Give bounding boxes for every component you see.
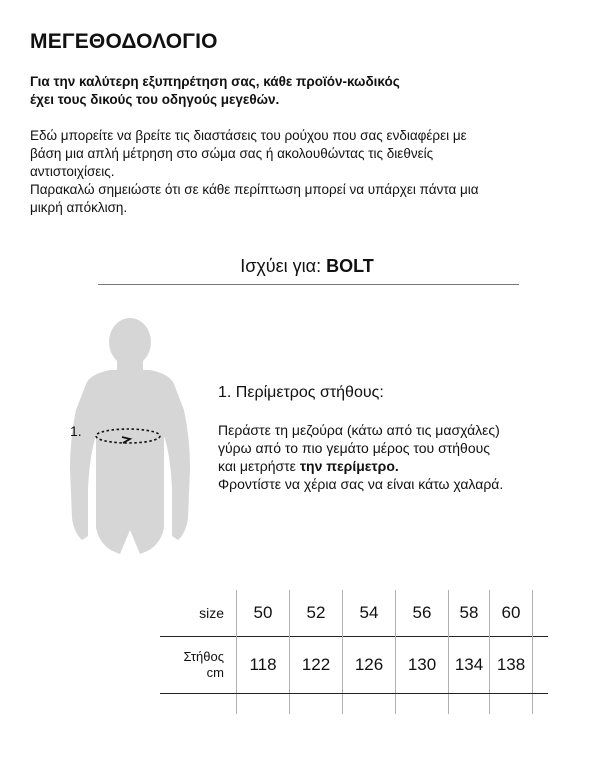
- empty-cell: [290, 694, 343, 715]
- chest-cell: 118: [237, 637, 290, 694]
- table-padding: [533, 694, 549, 715]
- measurement-instructions: [218, 421, 568, 493]
- chest-cell: 130: [396, 637, 449, 694]
- size-cell: 60: [490, 590, 533, 637]
- lead-line: έχει τους δικούς του οδηγούς μεγεθών.: [30, 92, 280, 107]
- instruction-emphasis: την περίμετρο.: [299, 458, 399, 474]
- spacer-row: [160, 694, 548, 715]
- empty-cell: [396, 694, 449, 715]
- size-cell: 52: [290, 590, 343, 637]
- applies-to-heading: [0, 256, 600, 277]
- instruction-line: και μετρήστε: [218, 458, 300, 474]
- page-title: ΜΕΓΕΘΟΔΟΛΟΓΙΟ: [30, 30, 218, 53]
- instruction-line: γύρω από το πιο γεμάτο μέρος του στήθους: [218, 440, 491, 456]
- section-divider: [98, 284, 519, 285]
- intro-line: μικρή απόκλιση.: [30, 200, 128, 215]
- chest-cell: 138: [490, 637, 533, 694]
- size-chart-table: [160, 590, 548, 714]
- empty-cell: [490, 694, 533, 715]
- lead-line: Για την καλύτερη εξυπηρέτηση σας, κάθε προϊόν-κωδικός: [30, 74, 400, 89]
- empty-cell: [237, 694, 290, 715]
- intro-line: αντιστοιχίσεις.: [30, 164, 115, 179]
- instruction-line: Περάστε τη μεζούρα (κάτω από τις μασχάλες): [218, 422, 500, 438]
- chest-unit-text: cm: [206, 665, 224, 680]
- intro-line: Εδώ μπορείτε να βρείτε τις διαστάσεις του ρούχου που σας ενδιαφέρει με: [30, 128, 467, 143]
- table-padding: [533, 637, 549, 694]
- chest-row: [160, 637, 548, 694]
- chest-cell: 122: [290, 637, 343, 694]
- chest-label-text: Στήθος: [183, 649, 224, 664]
- chest-cell: 134: [449, 637, 490, 694]
- intro-paragraph: [30, 127, 570, 217]
- size-row-label: size: [199, 605, 224, 621]
- applies-label: Ισχύει για:: [240, 256, 327, 276]
- size-cell: 54: [343, 590, 396, 637]
- size-cell: 56: [396, 590, 449, 637]
- measurement-marker-label: 1.: [70, 423, 82, 439]
- intro-line: Παρακαλώ σημειώστε ότι σε κάθε περίπτωση μπορεί να υπάρχει πάντα μια: [30, 182, 479, 197]
- measurement-title: 1. Περίμετρος στήθους:: [218, 384, 384, 401]
- intro-line: βάση μια απλή μέτρηση στο σώμα σας ή ακολουθώντας τις διεθνείς: [30, 146, 434, 161]
- empty-cell: [449, 694, 490, 715]
- empty-cell: [160, 694, 237, 715]
- size-cell: 58: [449, 590, 490, 637]
- body-silhouette-icon: [60, 318, 200, 565]
- size-cell: 50: [237, 590, 290, 637]
- product-name: BOLT: [326, 256, 374, 276]
- empty-cell: [343, 694, 396, 715]
- instruction-line: Φροντίστε να χέρια σας να είναι κάτω χαλαρά.: [218, 476, 504, 492]
- chest-cell: 126: [343, 637, 396, 694]
- lead-paragraph: [30, 73, 570, 109]
- table-padding: [533, 590, 549, 637]
- size-header-row: [160, 590, 548, 637]
- chest-row-label: [160, 637, 237, 694]
